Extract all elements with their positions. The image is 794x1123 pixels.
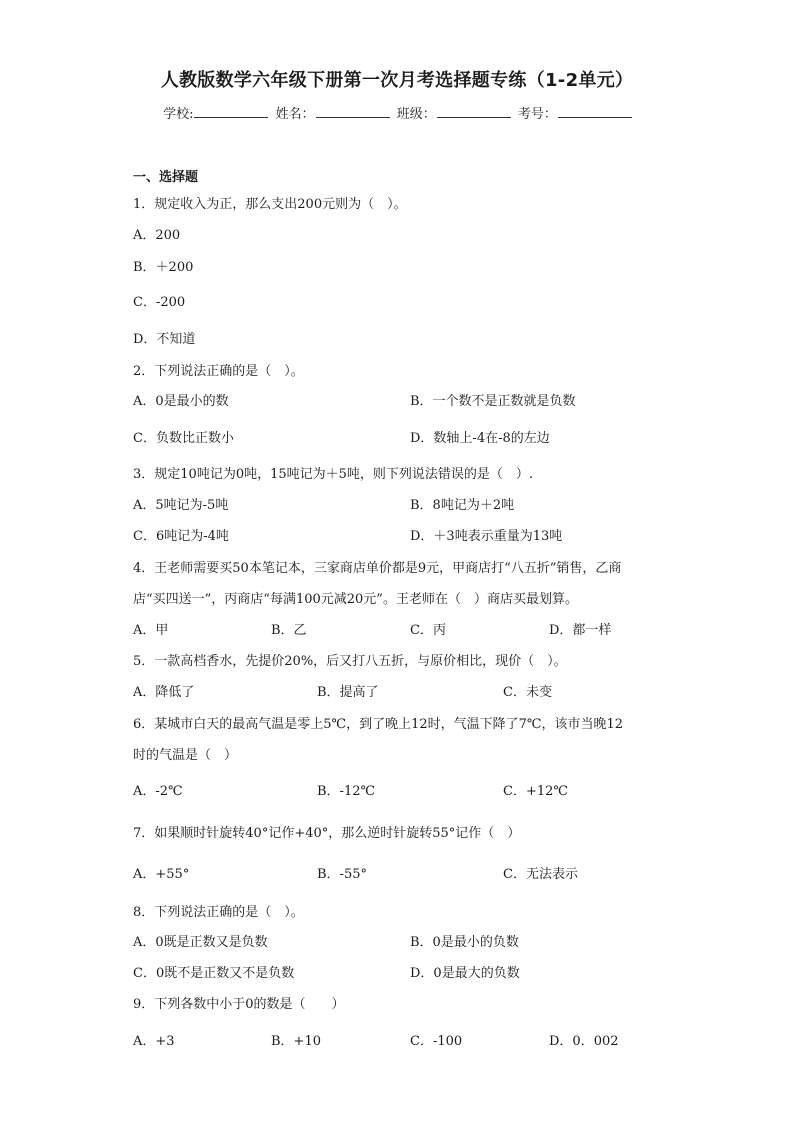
class-blank[interactable] xyxy=(437,104,511,118)
student-info-row xyxy=(0,103,794,122)
question-7-stem: 7．如果顺时针旋转40°记作+40°，那么逆时针旋转55°记作（ ） xyxy=(133,826,521,841)
question-3-stem: 3．规定10吨记为0吨，15吨记为＋5吨，则下列说法错误的是（ ）. xyxy=(133,467,534,482)
q4-option-b: B．乙 xyxy=(271,623,307,638)
q8-option-d: D．0是最大的负数 xyxy=(410,966,520,981)
name-blank[interactable] xyxy=(316,104,390,118)
q3-option-a: A．5吨记为-5吨 xyxy=(133,498,229,513)
q1-option-c: C．-200 xyxy=(133,295,186,310)
section-title: 一、选择题 xyxy=(133,170,199,185)
q2-option-a: A．0是最小的数 xyxy=(133,394,229,409)
q4-option-c: C．丙 xyxy=(410,623,446,638)
q7-option-a: A．+55° xyxy=(133,867,190,882)
q6-option-c: C．+12℃ xyxy=(503,784,568,799)
q8-option-a: A．0既是正数又是负数 xyxy=(133,935,268,950)
q9-option-b: B．+10 xyxy=(271,1034,321,1049)
q9-option-a: A．+3 xyxy=(133,1034,175,1049)
q5-option-c: C．未变 xyxy=(503,685,552,700)
q4-option-a: A．甲 xyxy=(133,623,169,638)
question-1-stem: 1．规定收入为正，那么支出200元则为（ ）。 xyxy=(133,197,407,212)
name-label: 姓名： xyxy=(275,107,315,122)
question-2-stem: 2．下列说法正确的是（ ）。 xyxy=(133,364,304,379)
q2-option-c: C．负数比正数小 xyxy=(133,431,234,446)
school-blank[interactable] xyxy=(194,104,268,118)
q1-option-a: A．200 xyxy=(133,228,181,243)
q7-option-b: B．-55° xyxy=(317,867,367,882)
exam-number-label: 考号： xyxy=(517,107,557,122)
question-9-stem: 9．下列各数中小于0的数是（ ） xyxy=(133,997,345,1012)
q2-option-b: B．一个数不是正数就是负数 xyxy=(410,394,576,409)
question-4-stem-line-2: 店“买四送一”，丙商店“每满100元减20元”。王老师在（ ）商店买最划算。 xyxy=(133,592,578,607)
question-6-stem-line-1: 6．某城市白天的最高气温是零上5℃，到了晚上12时，气温下降了7℃，该市当晚12 xyxy=(133,717,623,732)
q5-option-b: B．提高了 xyxy=(317,685,379,700)
q5-option-a: A．降低了 xyxy=(133,685,195,700)
school-label: 学校: xyxy=(163,107,194,122)
class-label: 班级： xyxy=(396,107,436,122)
q7-option-c: C．无法表示 xyxy=(503,867,578,882)
q6-option-b: B．-12℃ xyxy=(317,784,376,799)
q8-option-c: C．0既不是正数又不是负数 xyxy=(133,966,295,981)
q9-option-c: C．-100 xyxy=(410,1034,463,1049)
q9-option-d: D．0．002 xyxy=(549,1034,619,1049)
q3-option-d: D．＋3吨表示重量为13吨 xyxy=(410,529,563,544)
q8-option-b: B．0是最小的负数 xyxy=(410,935,519,950)
q1-option-b: B．＋200 xyxy=(133,260,194,275)
question-5-stem: 5．一款高档香水，先提价20%，后又打八五折，与原价相比，现价（ ）。 xyxy=(133,654,567,669)
q3-option-c: C．6吨记为-4吨 xyxy=(133,529,229,544)
exam-number-blank[interactable] xyxy=(558,104,632,118)
q2-option-d: D．数轴上-4在-8的左边 xyxy=(410,431,550,446)
question-6-stem-line-2: 时的气温是（ ） xyxy=(133,748,238,763)
question-4-stem-line-1: 4．王老师需要买50本笔记本，三家商店单价都是9元，甲商店打“八五折”销售，乙商 xyxy=(133,561,622,576)
page-title: 人教版数学六年级下册第一次月考选择题专练（1-2单元） xyxy=(160,70,634,91)
question-8-stem: 8．下列说法正确的是（ ）。 xyxy=(133,905,304,920)
q1-option-d: D．不知道 xyxy=(133,332,196,347)
q6-option-a: A．-2℃ xyxy=(133,784,183,799)
q4-option-d: D．都一样 xyxy=(549,623,612,638)
q3-option-b: B．8吨记为＋2吨 xyxy=(410,498,515,513)
